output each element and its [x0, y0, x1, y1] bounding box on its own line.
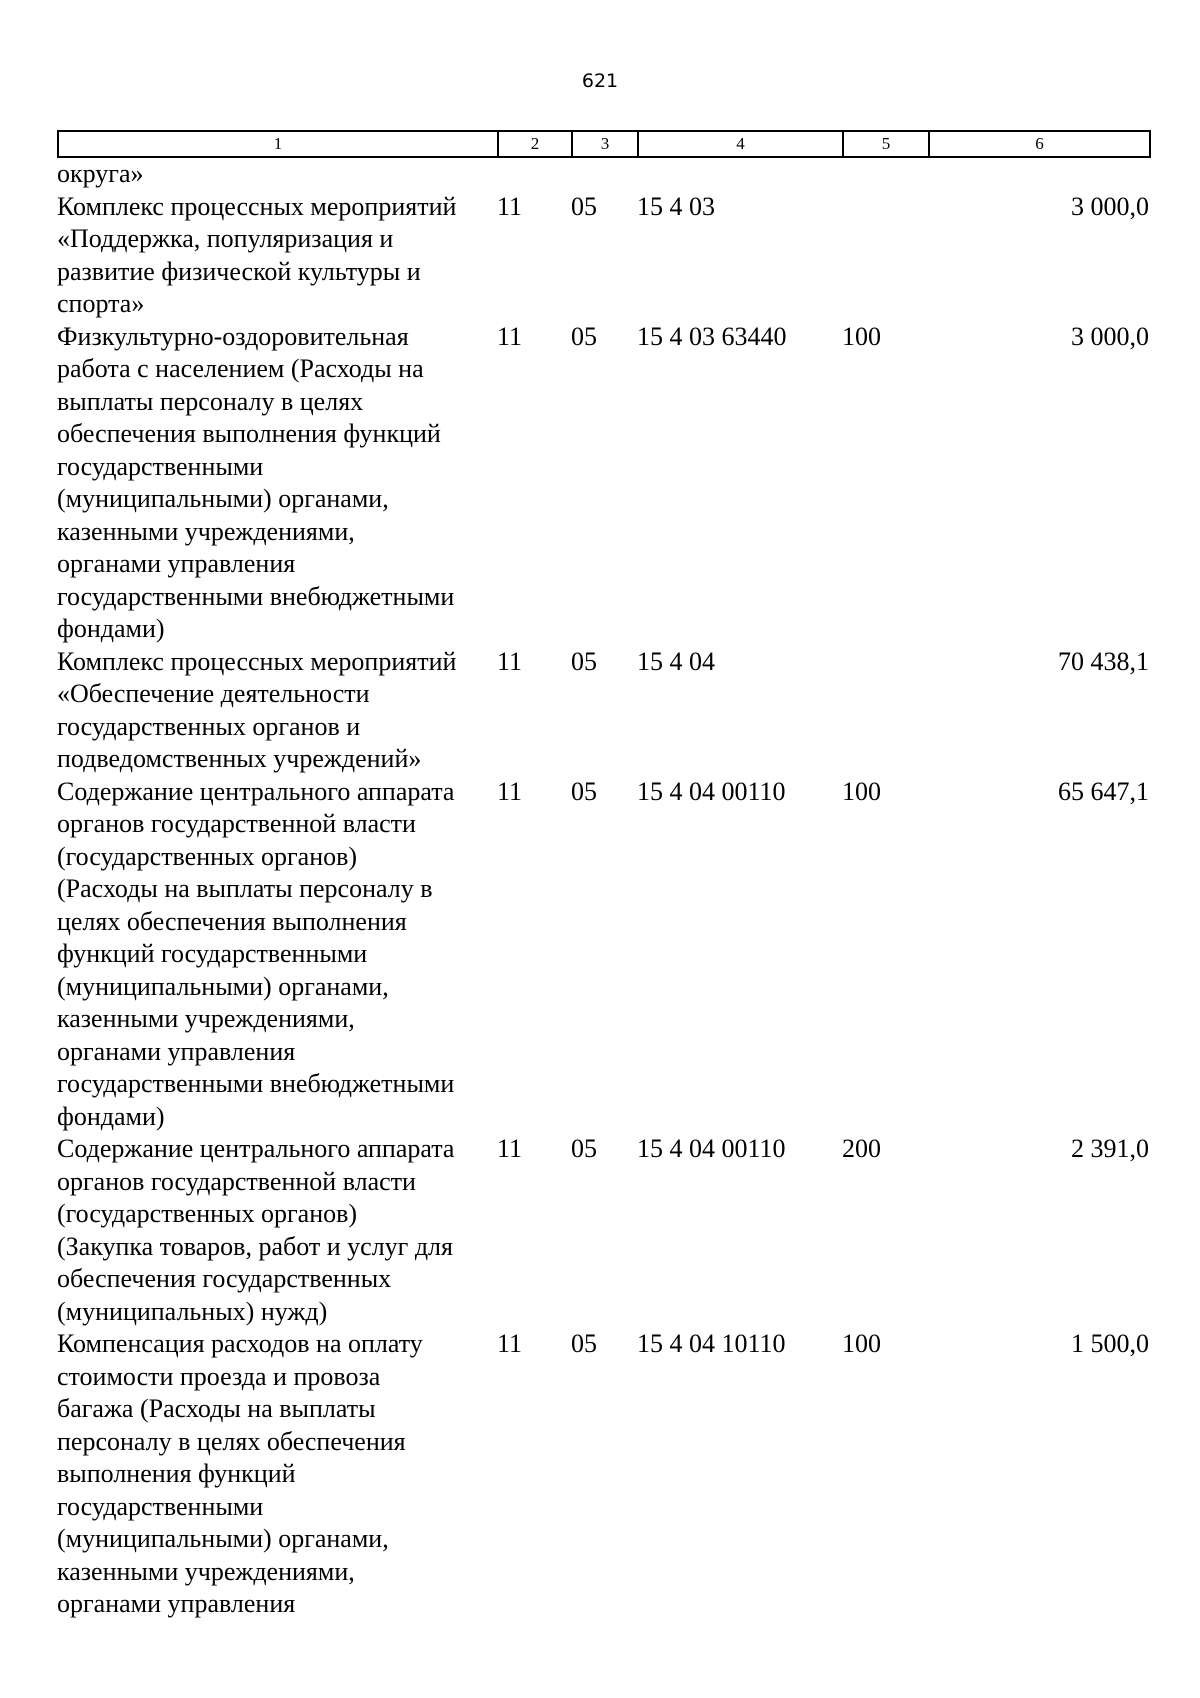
row-section-cell: 11	[497, 321, 523, 351]
row-amount-cell: 3 000,0	[1071, 191, 1149, 221]
row-expense-type-cell	[842, 158, 928, 191]
row-target-article-cell: 15 4 04	[637, 646, 715, 676]
row-amount-cell: 2 391,0	[1071, 1134, 1149, 1163]
row-expense-type-cell: 100	[842, 1329, 881, 1358]
row-subsection-cell: 05	[571, 321, 597, 351]
row-name-cell: Содержание центрального аппарата органов государственной власти (государственных органов) (Закупка товаров, работ и услуг для обеспечения государственных (муниципальных) нужд)	[57, 1134, 455, 1326]
column-header-1: 1	[58, 131, 498, 157]
budget-table	[57, 158, 1149, 1621]
row-subsection-cell: 05	[571, 1329, 597, 1358]
column-header-2: 2	[498, 131, 572, 157]
row-section-cell: 11	[497, 1329, 523, 1358]
row-subsection-cell: 05	[571, 191, 597, 221]
table-row	[57, 1133, 1149, 1328]
row-target-article-cell: 15 4 04 00110	[637, 1134, 786, 1163]
row-amount-cell	[928, 158, 1149, 191]
row-section-cell: 11	[497, 191, 523, 221]
row-expense-type-cell	[842, 646, 928, 776]
column-header-3: 3	[572, 131, 638, 157]
row-name-cell: Содержание центрального аппарата органов государственной власти (государственных органов) (Расходы на выплаты персоналу в целях обеспечения выполнения функций государственными (муниципальными) органами, казенными учреждениями, органами управления государственными внебюджетными фондами)	[57, 776, 455, 1131]
row-amount-cell: 1 500,0	[1071, 1329, 1149, 1358]
row-subsection-cell: 05	[571, 646, 597, 676]
row-name-cell: округа»	[57, 159, 144, 188]
row-expense-type-cell: 100	[842, 321, 881, 351]
row-section-cell: 11	[497, 1134, 523, 1163]
row-target-article-cell: 15 4 04 00110	[637, 776, 786, 806]
table-row	[57, 776, 1149, 1134]
row-target-article-cell: 15 4 04 10110	[637, 1329, 786, 1358]
table-row	[57, 191, 1149, 321]
table-row	[57, 158, 1149, 191]
row-target-article-cell: 15 4 03 63440	[637, 321, 787, 351]
row-name-cell: Физкультурно-оздоровительная работа с населением (Расходы на выплаты персоналу в целях обеспечения выполнения функций государственными (муниципальными) органами, казенными учреждениями, органами управления государственными внебюджетными фондами)	[57, 321, 455, 643]
row-expense-type-cell: 100	[842, 776, 881, 806]
row-subsection-cell: 05	[571, 1134, 597, 1163]
table-row	[57, 646, 1149, 776]
row-amount-cell: 70 438,1	[1058, 646, 1149, 676]
row-expense-type-cell	[842, 191, 928, 321]
column-header-4: 4	[638, 131, 843, 157]
row-section-cell: 11	[497, 646, 523, 676]
row-target-article-cell	[637, 158, 842, 191]
row-name-cell: Комплекс процессных мероприятий «Обеспечение деятельности государственных органов и подведомственных учреждений»	[57, 646, 457, 773]
column-header-table	[57, 130, 1151, 158]
row-amount-cell: 65 647,1	[1058, 776, 1149, 806]
column-header-6: 6	[929, 131, 1150, 157]
row-target-article-cell: 15 4 03	[637, 191, 715, 221]
row-section-cell	[497, 158, 571, 191]
page-number: 621	[581, 70, 619, 92]
row-name-cell: Комплекс процессных мероприятий «Поддержка, популяризация и развитие физической культуры и спорта»	[57, 191, 457, 318]
column-header-row	[58, 131, 1150, 157]
row-amount-cell: 3 000,0	[1071, 321, 1149, 351]
table-row	[57, 321, 1149, 646]
row-name-cell: Компенсация расходов на оплату стоимости проезда и провоза багажа (Расходы на выплаты персоналу в целях обеспечения выполнения функций государственными (муниципальными) органами, казенными учреждениями, органами управления	[57, 1329, 423, 1618]
row-section-cell: 11	[497, 776, 523, 806]
column-header-5: 5	[843, 131, 929, 157]
row-expense-type-cell: 200	[842, 1134, 881, 1163]
row-subsection-cell	[571, 158, 637, 191]
table-row	[57, 1328, 1149, 1621]
budget-table-body	[57, 158, 1149, 1621]
row-subsection-cell: 05	[571, 776, 597, 806]
